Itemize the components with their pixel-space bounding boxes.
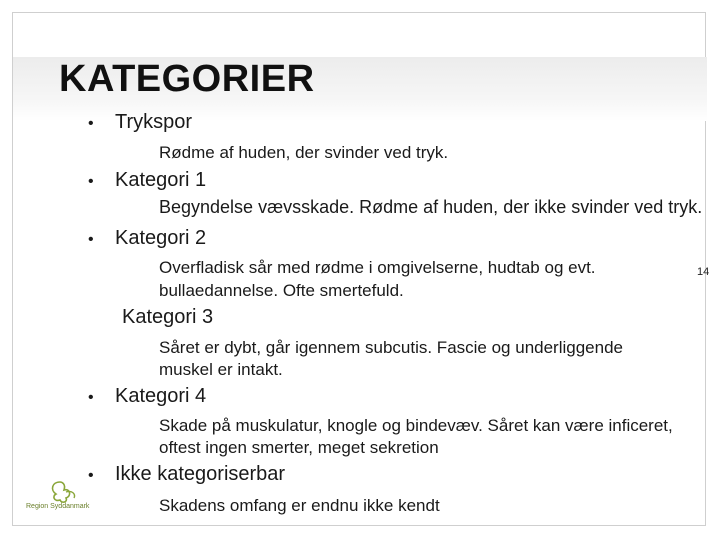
heading-kategori-4: Kategori 4 — [115, 385, 207, 407]
desc-kategori-2-line-2: bullaedannelse. Ofte smertefuld. — [159, 281, 404, 300]
desc-kategori-1-line-1: Begyndelse vævsskade. Rødme af huden, der ikke svinder ved tryk. — [159, 197, 703, 217]
desc-kategori-4-line-1: Skade på muskulatur, knogle og bindevæv. Såret kan være inficeret, — [159, 416, 673, 435]
bullet-icon: • — [88, 115, 94, 132]
heading-ikke-kategoriserbar: Ikke kategoriserbar — [115, 463, 286, 485]
heading-kategori-2: Kategori 2 — [115, 227, 207, 249]
desc-kategori-3-line-2: muskel er intakt. — [159, 360, 283, 379]
desc-ikke-kategoriserbar-line-1: Skadens omfang er endnu ikke kendt — [159, 496, 440, 515]
desc-kategori-3-line-1: Såret er dybt, går igennem subcutis. Fascie og underliggende — [159, 338, 623, 357]
desc-kategori-4-line-2: oftest ingen smerter, meget sekretion — [159, 438, 439, 457]
desc-trykspor-line-1: Rødme af huden, der svinder ved tryk. — [159, 143, 449, 162]
heading-trykspor: Trykspor — [115, 111, 193, 133]
logo-text: Region Syddanmark — [26, 503, 90, 510]
bullet-icon: • — [88, 467, 94, 484]
page-number: 14 — [697, 266, 710, 278]
slide-title: KATEGORIER — [59, 58, 315, 100]
heading-kategori-1: Kategori 1 — [115, 169, 207, 191]
heading-kategori-3: Kategori 3 — [122, 306, 214, 328]
bullet-icon: • — [88, 389, 94, 406]
desc-kategori-2-line-1: Overfladisk sår med rødme i omgivelserne, hudtab og evt. — [159, 258, 596, 277]
region-syddanmark-logo-icon — [26, 478, 98, 518]
bullet-icon: • — [88, 231, 94, 248]
bullet-icon: • — [88, 173, 94, 190]
